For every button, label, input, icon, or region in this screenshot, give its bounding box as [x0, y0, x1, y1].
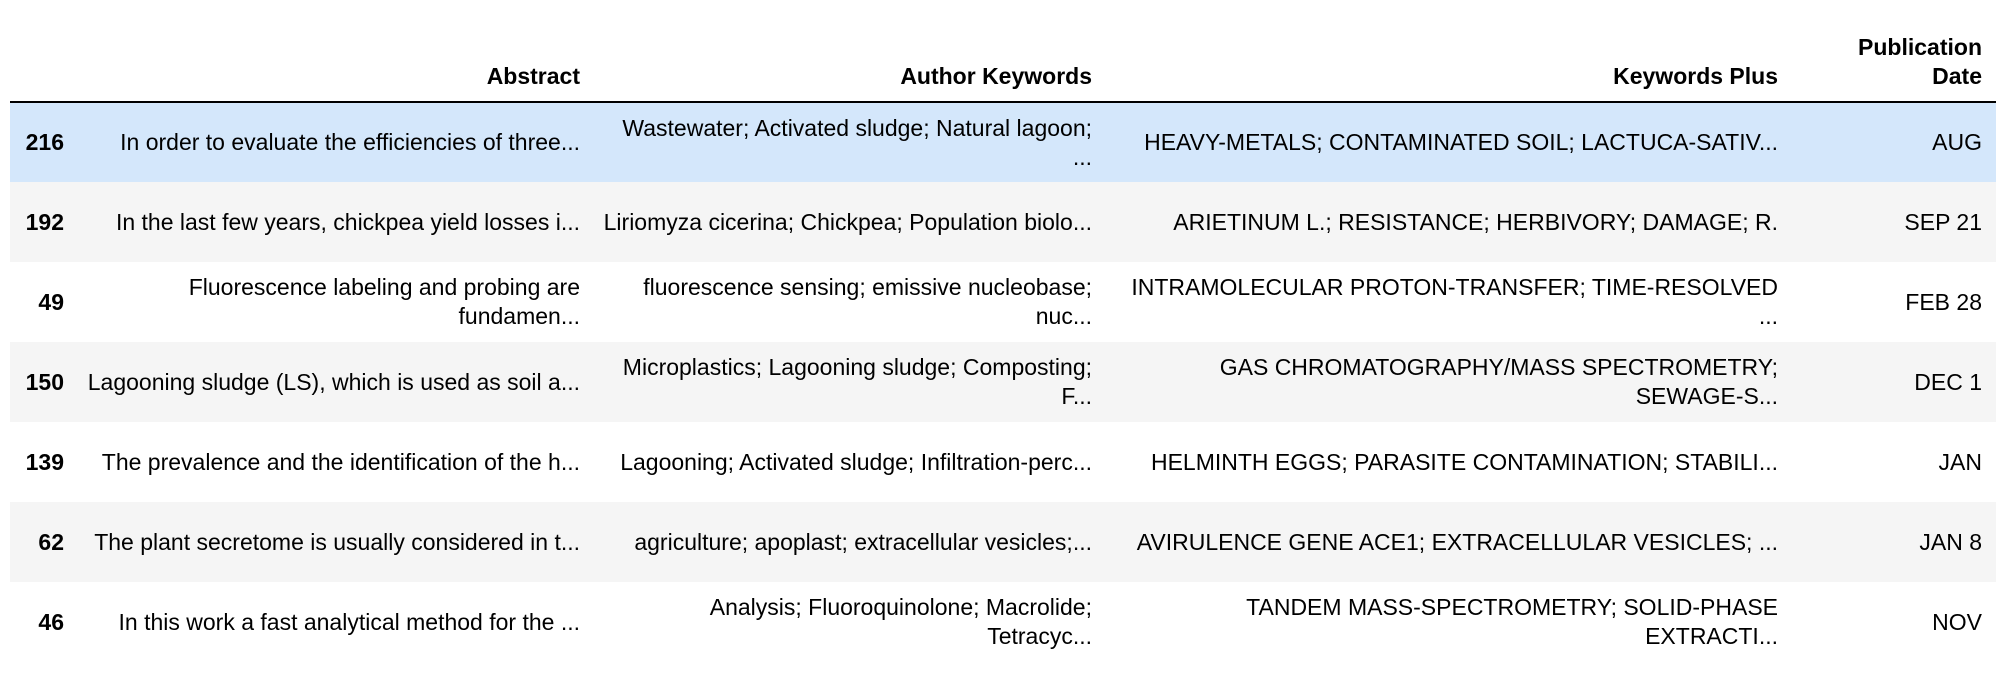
cell-author-keywords-text: fluorescence sensing; emissive nucleobase; nuc... — [643, 274, 1092, 329]
column-header-keywords-plus[interactable]: Keywords Plus — [1106, 22, 1792, 102]
cell-author-keywords-text: Wastewater; Activated sludge; Natural lagoon; ... — [622, 114, 1092, 170]
cell-author-keywords — [594, 182, 1106, 262]
cell-abstract-text: In this work a fast analytical method for the ... — [118, 608, 580, 635]
cell-abstract — [72, 102, 594, 182]
dataframe-table — [10, 22, 1996, 662]
cell-keywords-plus-text: TANDEM MASS-SPECTROMETRY; SOLID-PHASE EXTRACTI... — [1246, 594, 1778, 649]
cell-keywords-plus — [1106, 262, 1792, 342]
cell-keywords-plus — [1106, 582, 1792, 662]
cell-author-keywords-text: agriculture; apoplast; extracellular vesicles;... — [634, 528, 1092, 555]
cell-abstract-text: The prevalence and the identification of the h... — [101, 448, 580, 475]
row-index: 49 — [38, 288, 64, 315]
cell-keywords-plus — [1106, 422, 1792, 502]
column-header-abstract[interactable]: Abstract — [72, 22, 594, 102]
table-row[interactable] — [10, 342, 1996, 422]
cell-keywords-plus — [1106, 342, 1792, 422]
cell-publication-date: FEB 28 — [1905, 288, 1982, 315]
table-row[interactable] — [10, 262, 1996, 342]
header-row — [10, 22, 1996, 102]
table-row[interactable] — [10, 102, 1996, 182]
cell-abstract — [72, 582, 594, 662]
cell-keywords-plus-text: ARIETINUM L.; RESISTANCE; HERBIVORY; DAMAGE; R. — [1173, 208, 1778, 235]
cell-author-keywords-text: Microplastics; Lagooning sludge; Composting; F... — [622, 354, 1092, 409]
cell-author-keywords — [594, 422, 1106, 502]
cell-abstract — [72, 182, 594, 262]
table-body — [10, 102, 1996, 662]
column-header-index — [10, 22, 72, 102]
cell-abstract-text: In order to evaluate the efficiencies of three... — [120, 129, 580, 155]
cell-author-keywords — [594, 342, 1106, 422]
cell-author-keywords — [594, 262, 1106, 342]
cell-publication-date: NOV — [1932, 608, 1982, 635]
row-index: 192 — [25, 208, 64, 235]
row-index: 150 — [25, 368, 64, 395]
cell-keywords-plus — [1106, 102, 1792, 182]
cell-keywords-plus — [1106, 502, 1792, 582]
row-index: 216 — [25, 129, 64, 155]
cell-publication-date: JAN 8 — [1919, 528, 1982, 555]
cell-abstract-text: Lagooning sludge (LS), which is used as soil a... — [87, 368, 580, 395]
row-index: 46 — [38, 608, 64, 635]
cell-abstract — [72, 422, 594, 502]
cell-abstract-text: In the last few years, chickpea yield losses i... — [115, 208, 580, 235]
table-row[interactable] — [10, 182, 1996, 262]
cell-publication-date: JAN — [1938, 448, 1982, 475]
row-index: 62 — [38, 528, 64, 555]
cell-abstract — [72, 342, 594, 422]
cell-publication-date: DEC 1 — [1914, 368, 1982, 395]
cell-keywords-plus-text: HEAVY-METALS; CONTAMINATED SOIL; LACTUCA-SATIV... — [1144, 129, 1778, 155]
column-header-author-keywords[interactable]: Author Keywords — [594, 22, 1106, 102]
cell-author-keywords-text: Analysis; Fluoroquinolone; Macrolide; Tetracyc... — [709, 594, 1092, 649]
cell-keywords-plus — [1106, 182, 1792, 262]
cell-author-keywords-text: Liriomyza cicerina; Chickpea; Population biolo... — [603, 208, 1092, 235]
row-index: 139 — [25, 448, 64, 475]
cell-author-keywords — [594, 502, 1106, 582]
cell-abstract — [72, 502, 594, 582]
column-header-publication-date-line2: Date — [1932, 63, 1982, 89]
cell-author-keywords — [594, 102, 1106, 182]
cell-abstract-text: Fluorescence labeling and probing are fundamen... — [188, 274, 580, 329]
cell-keywords-plus-text: INTRAMOLECULAR PROTON-TRANSFER; TIME-RESOLVED ... — [1131, 274, 1778, 329]
cell-keywords-plus-text: HELMINTH EGGS; PARASITE CONTAMINATION; STABILI... — [1150, 448, 1778, 475]
column-header-publication-date-line1: Publication — [1858, 34, 1982, 60]
cell-author-keywords-text: Lagooning; Activated sludge; Infiltration-perc... — [620, 448, 1092, 475]
table-row[interactable] — [10, 422, 1996, 502]
cell-publication-date: AUG — [1932, 129, 1982, 155]
cell-author-keywords — [594, 582, 1106, 662]
cell-keywords-plus-text: AVIRULENCE GENE ACE1; EXTRACELLULAR VESICLES; ... — [1136, 528, 1778, 555]
cell-abstract-text: The plant secretome is usually considered in t... — [94, 528, 580, 555]
column-header-publication-date[interactable] — [1792, 22, 1996, 102]
table-row[interactable] — [10, 502, 1996, 582]
cell-keywords-plus-text: GAS CHROMATOGRAPHY/MASS SPECTROMETRY; SEWAGE-S... — [1219, 354, 1778, 409]
cell-publication-date: SEP 21 — [1904, 208, 1982, 235]
table-header — [10, 22, 1996, 102]
table-row[interactable] — [10, 582, 1996, 662]
cell-abstract — [72, 262, 594, 342]
